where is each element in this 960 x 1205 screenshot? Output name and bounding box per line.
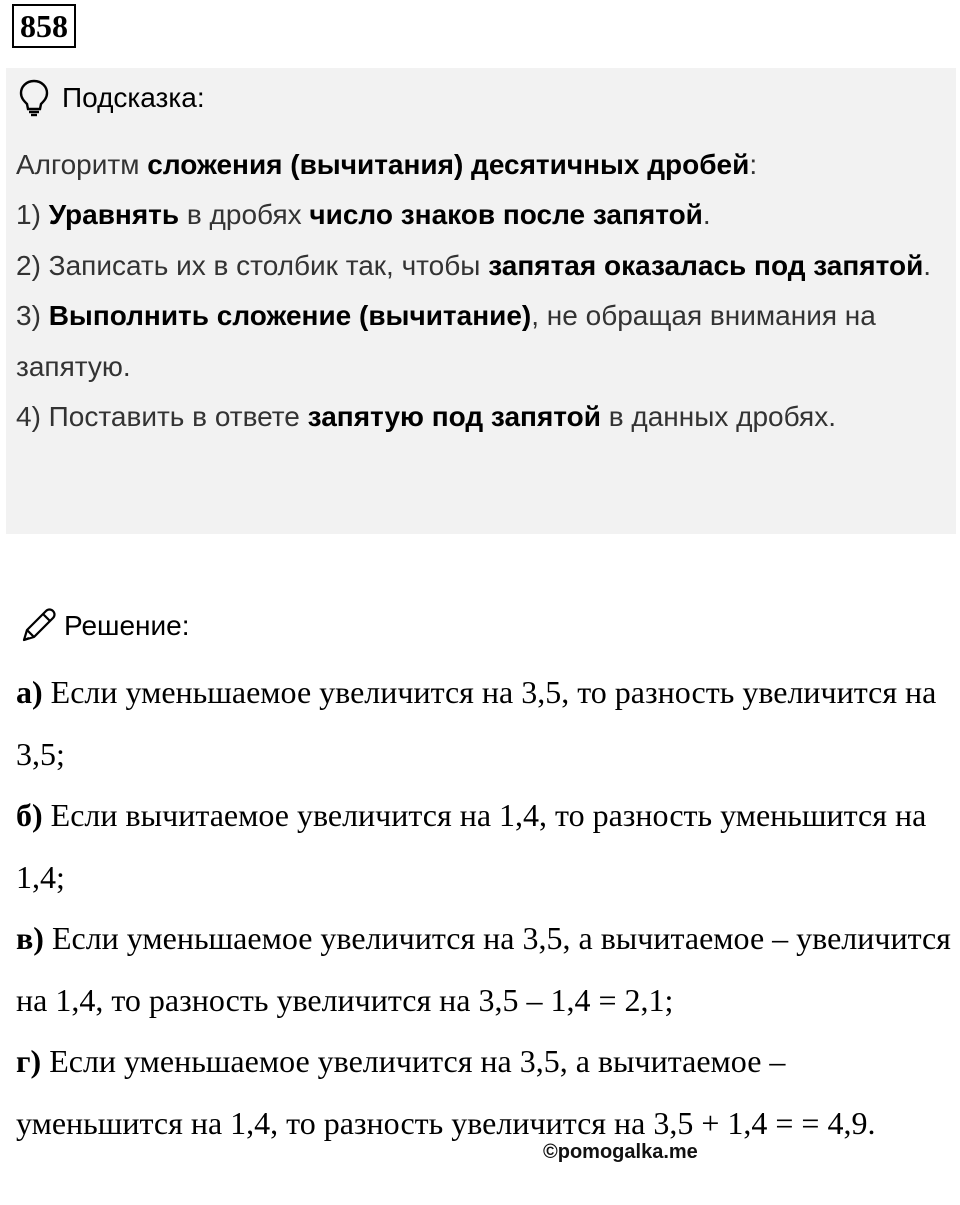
hint-line bbox=[16, 140, 946, 190]
hint-text-part: : bbox=[749, 149, 758, 180]
hint-line bbox=[16, 241, 946, 291]
hint-title: Подсказка: bbox=[62, 82, 205, 113]
hint-header bbox=[18, 76, 205, 120]
hint-line bbox=[16, 291, 946, 392]
hint-bold-part: запятая оказалась под запятой bbox=[488, 249, 924, 281]
hint-bold-part: запятую под запятой bbox=[307, 401, 601, 433]
hint-text-part: 2) Записать их в столбик так, чтобы bbox=[16, 249, 489, 281]
hint-text-part: 1) bbox=[16, 199, 49, 231]
hint-text-part: , не обращая внимания на запятую. bbox=[16, 300, 876, 382]
watermark: ©pomogalka.me bbox=[543, 1141, 698, 1163]
item-text: Если вычитаемое увеличится на 1,4, то разность уменьшится на 1,4; bbox=[16, 797, 927, 895]
item-text: Если уменьшаемое увеличится на 3,5, а вычитаемое – увеличится на 1,4, то разность увеличится на 3,5 – 1,4 = 2,1; bbox=[16, 920, 951, 1018]
hint-text-part: 3) bbox=[16, 300, 49, 332]
solution-header bbox=[18, 604, 190, 648]
hint-bold-part: сложения (вычитания) десятичных дробей bbox=[147, 149, 750, 180]
hint-bold-part: число знаков после запятой bbox=[309, 199, 703, 231]
hint-text-part: в данных дробях. bbox=[600, 401, 836, 433]
item-label: г) bbox=[16, 1043, 42, 1079]
hint-bold-part: Выполнить сложение (вычитание) bbox=[48, 300, 532, 332]
pencil-icon bbox=[18, 606, 58, 646]
hint-text-part: в дробях bbox=[179, 199, 310, 231]
hint-line bbox=[16, 392, 946, 442]
item-text: Если уменьшаемое увеличится на 3,5, а вычитаемое – уменьшится на 1,4, то разность увеличится на 3,5 + 1,4 = = 4,9. bbox=[16, 1043, 876, 1141]
hint-text-part: . bbox=[923, 249, 932, 281]
hint-text bbox=[16, 140, 946, 442]
item-label: в) bbox=[16, 920, 44, 956]
hint-bold-part: Уравнять bbox=[48, 199, 180, 231]
lightbulb-icon bbox=[18, 79, 50, 117]
solution-text bbox=[16, 662, 951, 1154]
solution-item bbox=[16, 908, 951, 1031]
solution-title: Решение: bbox=[64, 610, 190, 641]
item-text: Если уменьшаемое увеличится на 3,5, то разность увеличится на 3,5; bbox=[16, 674, 937, 772]
hint-line bbox=[16, 190, 946, 240]
solution-item bbox=[16, 1031, 951, 1154]
item-label: а) bbox=[16, 674, 43, 710]
problem-number: 858 bbox=[12, 4, 76, 48]
hint-text-part: Алгоритм bbox=[16, 149, 148, 180]
solution-item bbox=[16, 785, 951, 908]
solution-item bbox=[16, 662, 951, 785]
item-label: б) bbox=[16, 797, 43, 833]
hint-text-part: . bbox=[702, 199, 711, 231]
hint-text-part: 4) Поставить в ответе bbox=[16, 401, 308, 433]
